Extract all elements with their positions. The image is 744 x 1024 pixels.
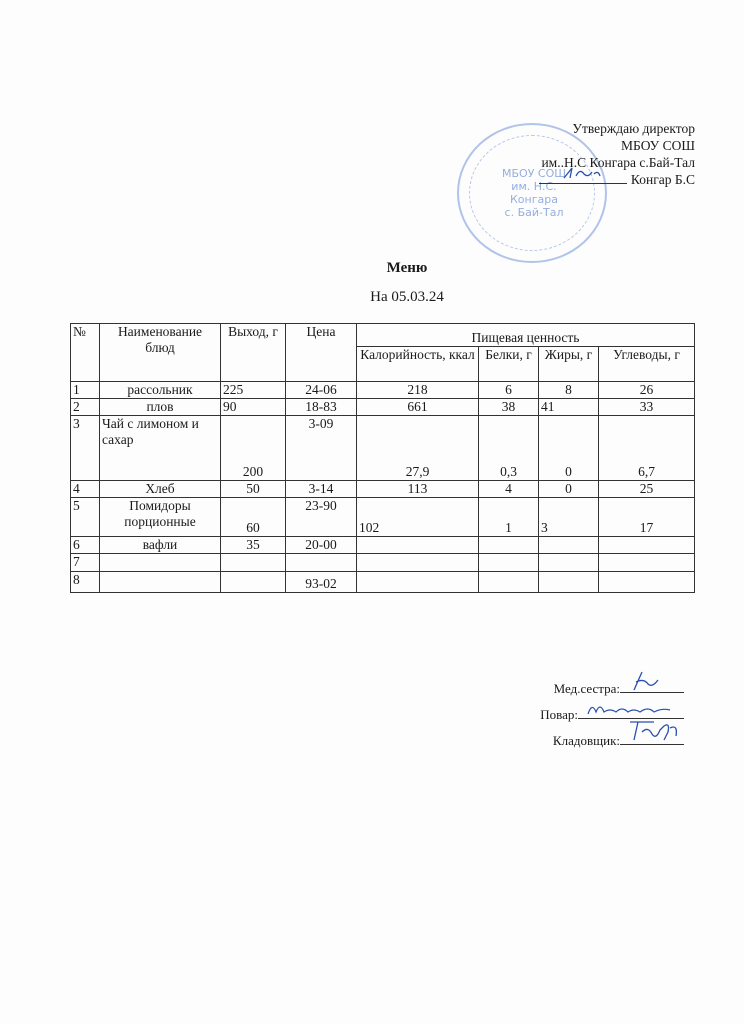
cell-carbs: 6,7 [599, 416, 695, 481]
approval-line-2: МБОУ СОШ [621, 138, 695, 153]
cell-yield: 60 [221, 498, 286, 537]
storekeeper-signature [624, 718, 684, 744]
cell-carbs [599, 537, 695, 554]
cell-name: рассольник [100, 382, 221, 399]
cell-fat [539, 554, 599, 572]
cell-calories: 113 [357, 481, 479, 498]
cell-fat: 41 [539, 399, 599, 416]
cell-fat: 0 [539, 416, 599, 481]
cell-num: 6 [71, 537, 100, 554]
cell-calories [357, 572, 479, 593]
header-calories: Калорийность, ккал [357, 347, 479, 382]
cell-price: 24-06 [286, 382, 357, 399]
cell-num: 2 [71, 399, 100, 416]
cell-yield: 200 [221, 416, 286, 481]
nurse-row [540, 676, 684, 702]
cell-price: 20-00 [286, 537, 357, 554]
cell-fat: 0 [539, 481, 599, 498]
cell-num: 1 [71, 382, 100, 399]
cell-yield: 90 [221, 399, 286, 416]
cook-signature [582, 700, 682, 718]
cell-num: 4 [71, 481, 100, 498]
cook-signature-line [578, 704, 684, 719]
cell-carbs: 33 [599, 399, 695, 416]
cell-yield [221, 572, 286, 593]
header-num: № [71, 324, 100, 382]
table-row [71, 399, 695, 416]
table-row [71, 537, 695, 554]
document-title: Меню [386, 260, 428, 276]
header-row-1 [71, 324, 695, 347]
staff-signatures [540, 676, 684, 754]
nurse-signature [624, 670, 664, 692]
cell-calories: 27,9 [357, 416, 479, 481]
menu-table [70, 323, 695, 593]
cell-num: 8 [71, 572, 100, 593]
cell-fat [539, 537, 599, 554]
header-nutrition: Пищевая ценность [357, 324, 695, 347]
cell-carbs: 25 [599, 481, 695, 498]
cell-calories [357, 554, 479, 572]
cell-price: 18-83 [286, 399, 357, 416]
cell-calories: 661 [357, 399, 479, 416]
storekeeper-row [540, 728, 684, 754]
header-name: Наименование блюд [100, 324, 221, 382]
cell-name: Помидоры порционные [100, 498, 221, 537]
cell-calories [357, 537, 479, 554]
cell-name [100, 572, 221, 593]
storekeeper-signature-line [620, 730, 684, 745]
stamp-line-1: МБОУ СОШ [502, 167, 566, 180]
nurse-label: Мед.сестра: [553, 681, 620, 696]
header-price: Цена [286, 324, 357, 382]
cell-price [286, 554, 357, 572]
header-protein: Белки, г [479, 347, 539, 382]
cell-price: 93-02 [286, 572, 357, 593]
cell-num: 7 [71, 554, 100, 572]
cell-num: 3 [71, 416, 100, 481]
table-row [71, 382, 695, 399]
nurse-signature-line [620, 678, 684, 693]
cell-carbs [599, 554, 695, 572]
cell-protein: 0,3 [479, 416, 539, 481]
cell-yield: 225 [221, 382, 286, 399]
approval-line-3: им..Н.С Конгара с.Бай-Тал [541, 155, 695, 170]
cook-label: Повар: [540, 707, 578, 722]
cell-protein: 1 [479, 498, 539, 537]
table-row [71, 416, 695, 481]
cell-protein [479, 572, 539, 593]
storekeeper-label: Кладовщик: [552, 733, 620, 748]
cell-yield: 35 [221, 537, 286, 554]
table-row [71, 572, 695, 593]
header-fat: Жиры, г [539, 347, 599, 382]
cell-carbs: 17 [599, 498, 695, 537]
cell-protein: 38 [479, 399, 539, 416]
stamp-line-3: с. Бай-Тал [504, 206, 564, 219]
header-carbs: Углеводы, г [599, 347, 695, 382]
cell-name: плов [100, 399, 221, 416]
cell-price: 3-14 [286, 481, 357, 498]
cell-carbs: 26 [599, 382, 695, 399]
table-row [71, 554, 695, 572]
cell-fat: 3 [539, 498, 599, 537]
cell-fat: 8 [539, 382, 599, 399]
stamp-line-2: им. Н.С. Конгара [510, 180, 558, 206]
cell-carbs [599, 572, 695, 593]
cell-calories: 218 [357, 382, 479, 399]
cell-calories: 102 [357, 498, 479, 537]
cell-protein [479, 537, 539, 554]
cell-num: 5 [71, 498, 100, 537]
cell-yield [221, 554, 286, 572]
cell-name: Хлеб [100, 481, 221, 498]
document-date: На 05.03.24 [370, 289, 444, 305]
director-signature [560, 164, 606, 182]
cell-protein [479, 554, 539, 572]
table-row [71, 498, 695, 537]
cell-protein: 4 [479, 481, 539, 498]
director-name: Конгар Б.С [630, 172, 695, 187]
cell-price: 3-09 [286, 416, 357, 481]
cell-name: вафли [100, 537, 221, 554]
cell-yield: 50 [221, 481, 286, 498]
cell-protein: 6 [479, 382, 539, 399]
cell-name: Чай с лимоном и сахар [100, 416, 221, 481]
cell-fat [539, 572, 599, 593]
cell-name [100, 554, 221, 572]
approval-line-1: Утверждаю директор [572, 121, 695, 136]
table-row [71, 481, 695, 498]
header-yield: Выход, г [221, 324, 286, 382]
cell-price: 23-90 [286, 498, 357, 537]
